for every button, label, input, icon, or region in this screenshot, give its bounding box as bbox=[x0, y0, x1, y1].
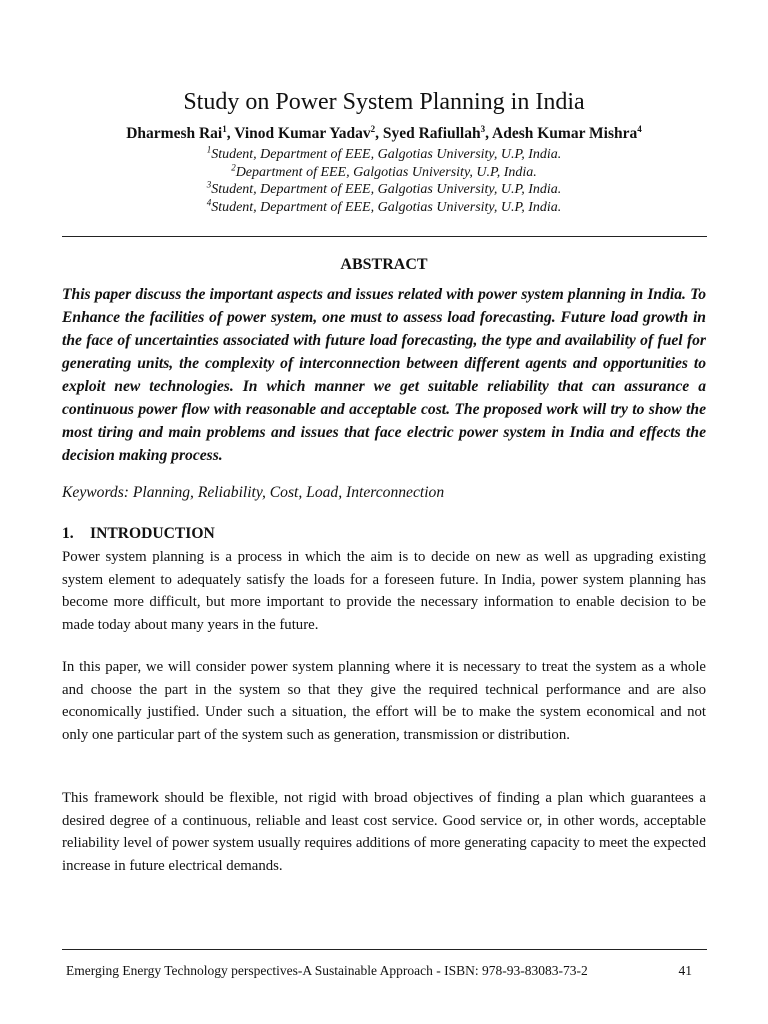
affiliation-mark: 2 bbox=[231, 161, 236, 172]
author-separator: , bbox=[226, 125, 235, 142]
author-affiliation-mark: 1 bbox=[222, 123, 227, 134]
author-list bbox=[62, 123, 706, 145]
abstract-heading: ABSTRACT bbox=[340, 256, 428, 273]
author-affiliation-mark: 2 bbox=[370, 123, 376, 134]
affiliation-mark: 3 bbox=[206, 179, 212, 190]
affiliation-mark: 1 bbox=[206, 144, 212, 155]
author-name: Adesh Kumar Mishra bbox=[492, 125, 638, 142]
header-divider bbox=[62, 236, 707, 237]
affiliation-line bbox=[62, 161, 706, 182]
affiliation-line bbox=[62, 146, 706, 164]
author-separator: , bbox=[375, 125, 383, 142]
affiliation-mark: 4 bbox=[206, 197, 212, 208]
footer-journal: Emerging Energy Technology perspectives-A Sustainable Approach - ISBN: 978-93-83083-73-2 bbox=[66, 963, 588, 978]
footer-divider bbox=[62, 949, 707, 950]
intro-paragraph: Power system planning is a process in which the aim is to decide on new as well as upgrading existing system element to adequately satisfy the loads for a foreseen future. In India, power system planning has become more difficult, but more important to provide the necessary information to enable decision to be made today about many years in the future. bbox=[62, 549, 706, 634]
affiliation-text: Student, Department of EEE, Galgotias University, U.P, India. bbox=[211, 182, 562, 198]
author-affiliation-mark: 3 bbox=[480, 123, 486, 134]
section-number: 1. bbox=[62, 525, 74, 542]
author-name: Dharmesh Rai bbox=[126, 125, 223, 142]
author-name: Vinod Kumar Yadav bbox=[234, 125, 371, 142]
keywords: Keywords: Planning, Reliability, Cost, Load, Interconnection bbox=[62, 484, 445, 501]
affiliation-text: Student, Department of EEE, Galgotias University, U.P, India. bbox=[211, 147, 562, 162]
affiliation-line bbox=[62, 181, 706, 199]
section-heading bbox=[62, 523, 706, 545]
abstract-body: This paper discuss the important aspects and issues related with power system planning in India. To Enhance the facilities of power system, one must to assess load forecasting. Future load growth in the face of uncertainties associated with future load forecasting, the type and availability of fuel for generating units, the complexity of interconnection between different agents and opportunities to exploit new technologies. In which manner we get suitable reliability that can assurance a continuous power flow with reasonable and acceptable cost. The proposed work will try to show the most tiring and main problems and issues that face electric power system in India and effects the decision making process. bbox=[62, 286, 706, 464]
section-title: INTRODUCTION bbox=[90, 525, 215, 542]
author-name: Syed Rafiullah bbox=[382, 125, 481, 142]
page-number: 41 bbox=[678, 963, 692, 978]
intro-paragraph: This framework should be flexible, not rigid with broad objectives of finding a plan which guarantees a desired degree of a continuous, reliable and least cost service. Good service or, in other words, acceptable reliability level of power system usually requires additions of more generating capacity to meet the expected increase in future electrical demands. bbox=[62, 790, 706, 875]
affiliation-text: Student, Department of EEE, Galgotias University, U.P, India. bbox=[211, 199, 562, 215]
paper-title: Study on Power System Planning in India bbox=[183, 89, 585, 115]
intro-paragraph: In this paper, we will consider power system planning where it is necessary to treat the system as a whole and choose the part in the system so that they give the required technical performance and are also economically justified. Under such a situation, the effort will be to make the system economical and not only one particular part of the system such as generation, transmission or distribution. bbox=[62, 659, 706, 744]
affiliation-text: Department of EEE, Galgotias University, U.P, India. bbox=[235, 164, 537, 180]
author-affiliation-mark: 4 bbox=[637, 123, 642, 134]
author-separator: , bbox=[485, 125, 493, 142]
affiliation-list bbox=[62, 146, 706, 216]
affiliation-line bbox=[62, 199, 706, 217]
